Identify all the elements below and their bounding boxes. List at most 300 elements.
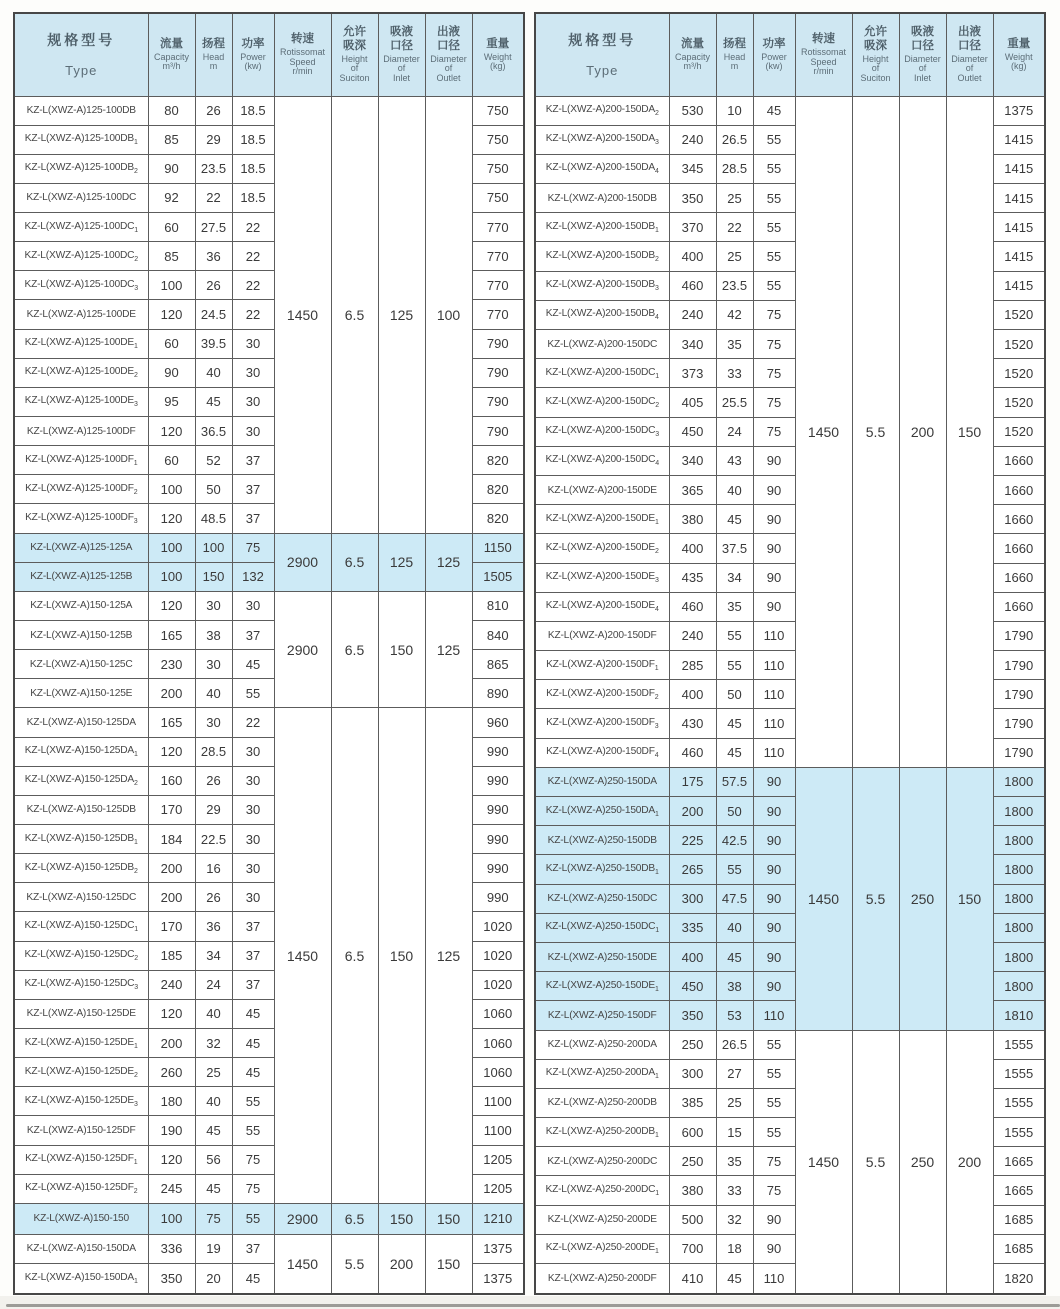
- capacity-cell: 460: [669, 592, 716, 621]
- type-cell: [14, 504, 148, 533]
- weight-cell: 1660: [993, 505, 1045, 534]
- type-cell: [535, 271, 669, 300]
- capacity-cell: 60: [148, 213, 195, 242]
- weight-cell: 1790: [993, 621, 1045, 650]
- weight-cell: 890: [472, 679, 524, 708]
- weight-cell: 990: [472, 766, 524, 795]
- type-cell: [535, 1118, 669, 1147]
- speed-cell: 1450: [795, 767, 852, 1030]
- type-cell: [535, 709, 669, 738]
- weight-cell: 1150: [472, 533, 524, 562]
- model-text: KZ-L(XWZ-A)200-150DA: [545, 162, 656, 174]
- header-en-line: of: [965, 63, 974, 74]
- head-cell: 40: [195, 679, 232, 708]
- weight-cell: 750: [472, 96, 524, 125]
- weight-cell: 790: [472, 329, 524, 358]
- type-cell: [14, 1174, 148, 1203]
- model-text: KZ-L(XWZ-A)200-150DF: [546, 746, 655, 758]
- table-row: [14, 1203, 524, 1234]
- capacity-cell: 380: [669, 1176, 716, 1205]
- suction-cell: 6.5: [331, 591, 378, 708]
- model-subscript: 3: [134, 984, 138, 992]
- header-en-line: Head: [723, 51, 746, 62]
- power-cell: 90: [753, 767, 795, 796]
- model-text: KZ-L(XWZ-A)150-125DB: [26, 804, 136, 816]
- weight-cell: 770: [472, 300, 524, 329]
- weight-cell: 1800: [993, 797, 1045, 826]
- type-cell: [14, 417, 148, 446]
- head-cell: 40: [195, 358, 232, 387]
- power-cell: 75: [753, 330, 795, 359]
- page-bottom-strip: [0, 1296, 1060, 1309]
- capacity-cell: 240: [669, 125, 716, 154]
- model-text: KZ-L(XWZ-A)150-125C: [29, 658, 133, 670]
- power-cell: 110: [753, 1001, 795, 1030]
- weight-cell: 1020: [472, 970, 524, 999]
- weight-cell: 1060: [472, 999, 524, 1028]
- capacity-cell: 350: [669, 184, 716, 213]
- capacity-cell: 100: [148, 1203, 195, 1234]
- weight-cell: 820: [472, 504, 524, 533]
- model-text: KZ-L(XWZ-A)250-150DA: [547, 776, 657, 788]
- type-cell: [535, 738, 669, 767]
- header-en: [754, 53, 795, 72]
- model-text: KZ-L(XWZ-A)250-200DF: [547, 1273, 657, 1284]
- model-subscript: 2: [655, 256, 659, 264]
- head-cell: 40: [195, 1087, 232, 1116]
- weight-cell: 1800: [993, 884, 1045, 913]
- model-subscript: 1: [655, 810, 659, 818]
- head-cell: 23.5: [716, 271, 753, 300]
- inlet-cell: 200: [899, 96, 946, 767]
- suction-cell: 6.5: [331, 708, 378, 1203]
- head-cell: 45: [195, 1116, 232, 1145]
- power-cell: 110: [753, 1264, 795, 1295]
- capacity-cell: 335: [669, 913, 716, 942]
- header-en-line: (kg): [1011, 61, 1027, 72]
- header-zh-line: 扬程: [202, 37, 225, 50]
- type-cell: [535, 1030, 669, 1059]
- inlet-cell: 150: [378, 1203, 425, 1234]
- power-cell: 110: [753, 621, 795, 650]
- model-text: KZ-L(XWZ-A)150-150DA: [26, 1243, 136, 1255]
- model-text: KZ-L(XWZ-A)250-200DE: [547, 1214, 657, 1226]
- type-cell: [535, 125, 669, 154]
- header-zh: [754, 38, 795, 51]
- header-en: [379, 55, 425, 83]
- inlet-cell: 150: [378, 708, 425, 1203]
- header-en-line: Diameter: [951, 53, 988, 64]
- head-cell: 25.5: [716, 388, 753, 417]
- power-cell: 37: [232, 504, 274, 533]
- power-cell: 18.5: [232, 96, 274, 125]
- speed-cell: 1450: [795, 1030, 852, 1294]
- type-cell: [535, 1059, 669, 1088]
- power-cell: 90: [753, 1205, 795, 1234]
- type-cell: [535, 592, 669, 621]
- table-body: [535, 96, 1045, 1294]
- power-cell: 55: [232, 679, 274, 708]
- header-en: [947, 55, 993, 83]
- weight-cell: 990: [472, 795, 524, 824]
- capacity-cell: 120: [148, 999, 195, 1028]
- capacity-cell: 530: [669, 96, 716, 125]
- header-en-line: m³/h: [162, 61, 181, 72]
- power-cell: 37: [232, 941, 274, 970]
- head-cell: 26: [195, 883, 232, 912]
- table-row: [535, 767, 1045, 796]
- head-cell: 24: [195, 970, 232, 999]
- header-zh-line: 吸深: [864, 39, 887, 52]
- type-cell: [14, 1029, 148, 1058]
- model-subscript: 1: [655, 226, 659, 234]
- model-subscript: 2: [134, 1071, 138, 1079]
- type-cell: [535, 505, 669, 534]
- header-zh: [473, 38, 524, 51]
- type-cell: [535, 300, 669, 329]
- header-en: [196, 53, 232, 72]
- header-zh-line: 允许: [343, 26, 366, 39]
- model-subscript: 2: [133, 1188, 138, 1196]
- header-zh-line: 转速: [812, 32, 835, 45]
- speed-cell: 1450: [795, 96, 852, 767]
- header-zh: [947, 26, 993, 52]
- inlet-cell: 125: [378, 533, 425, 591]
- head-cell: 18: [716, 1234, 753, 1263]
- capacity-cell: 120: [148, 504, 195, 533]
- type-cell: [14, 1116, 148, 1145]
- weight-cell: 790: [472, 387, 524, 416]
- header-en-line: Diameter: [904, 53, 941, 64]
- capacity-cell: 405: [669, 388, 716, 417]
- type-cell: [14, 621, 148, 650]
- capacity-cell: 600: [669, 1118, 716, 1147]
- outlet-cell: 100: [425, 96, 472, 533]
- power-cell: 37: [232, 970, 274, 999]
- header-en-line: Height: [862, 53, 889, 64]
- model-text: KZ-L(XWZ-A)125-100DE: [26, 309, 136, 321]
- model-text: KZ-L(XWZ-A)200-150DC: [547, 338, 658, 350]
- col-header-weight: [472, 13, 524, 96]
- capacity-cell: 160: [148, 766, 195, 795]
- power-cell: 90: [753, 855, 795, 884]
- head-cell: 26.5: [716, 1030, 753, 1059]
- power-cell: 55: [232, 1116, 274, 1145]
- head-cell: 25: [195, 1058, 232, 1087]
- power-cell: 110: [753, 651, 795, 680]
- head-cell: 27: [716, 1059, 753, 1088]
- head-cell: 55: [716, 651, 753, 680]
- power-cell: 30: [232, 737, 274, 766]
- model-text: KZ-L(XWZ-A)200-150DB: [545, 250, 656, 262]
- weight-cell: 1100: [472, 1087, 524, 1116]
- type-cell: [535, 359, 669, 388]
- weight-cell: 1210: [472, 1203, 524, 1234]
- header-en-line: Weight: [1004, 51, 1033, 62]
- model-subscript: 4: [655, 168, 659, 176]
- model-text: KZ-L(XWZ-A)200-150DB: [547, 192, 657, 204]
- model-text: KZ-L(XWZ-A)150-125DA: [26, 717, 136, 729]
- model-text: KZ-L(XWZ-A)200-150DF: [546, 687, 655, 699]
- weight-cell: 1790: [993, 709, 1045, 738]
- capacity-cell: 175: [669, 767, 716, 796]
- model-subscript: 2: [133, 488, 138, 496]
- header-zh: [196, 38, 232, 51]
- power-cell: 30: [232, 883, 274, 912]
- header-en: [994, 53, 1045, 72]
- head-cell: 25: [716, 1088, 753, 1117]
- capacity-cell: 400: [669, 534, 716, 563]
- model-text: KZ-L(XWZ-A)125-100DC: [24, 220, 135, 232]
- header-zh: [670, 38, 716, 51]
- col-header-suction: [331, 13, 378, 96]
- capacity-cell: 170: [148, 795, 195, 824]
- head-cell: 52: [195, 446, 232, 475]
- weight-cell: 810: [472, 591, 524, 620]
- model-text: KZ-L(XWZ-A)250-150DC: [545, 921, 656, 933]
- capacity-cell: 200: [148, 854, 195, 883]
- header-zh-line: 出液: [437, 26, 460, 39]
- model-subscript: 1: [655, 1190, 659, 1198]
- head-cell: 35: [716, 592, 753, 621]
- type-cell: [14, 329, 148, 358]
- header-en-line: Capacity: [674, 51, 710, 62]
- head-cell: 23.5: [195, 154, 232, 183]
- model-subscript: 3: [133, 518, 138, 526]
- model-text: KZ-L(XWZ-A)200-150DC: [545, 366, 656, 378]
- capacity-cell: 165: [148, 708, 195, 737]
- head-cell: 38: [716, 972, 753, 1001]
- model-subscript: 3: [655, 285, 659, 293]
- model-text: KZ-L(XWZ-A)250-200DC: [545, 1184, 656, 1196]
- type-cell: [14, 96, 148, 125]
- head-cell: 45: [716, 709, 753, 738]
- power-cell: 90: [753, 797, 795, 826]
- model-text: KZ-L(XWZ-A)125-100DE: [24, 366, 135, 378]
- suction-cell: 5.5: [852, 96, 899, 767]
- model-subscript: 3: [654, 723, 659, 731]
- power-cell: 75: [232, 533, 274, 562]
- weight-cell: 1415: [993, 242, 1045, 271]
- head-cell: 29: [195, 125, 232, 154]
- model-text: KZ-L(XWZ-A)150-125DC: [24, 949, 135, 961]
- type-cell: [535, 330, 669, 359]
- capacity-cell: 120: [148, 300, 195, 329]
- weight-cell: 1100: [472, 1116, 524, 1145]
- head-cell: 38: [195, 621, 232, 650]
- type-cell: [14, 1058, 148, 1087]
- power-cell: 90: [753, 1234, 795, 1263]
- model-text: KZ-L(XWZ-A)250-200DB: [547, 1097, 657, 1109]
- model-text: KZ-L(XWZ-A)150-125A: [30, 600, 133, 612]
- capacity-cell: 92: [148, 183, 195, 212]
- model-subscript: 3: [655, 431, 659, 439]
- inlet-cell: 250: [899, 1030, 946, 1294]
- capacity-cell: 340: [669, 330, 716, 359]
- head-cell: 33: [716, 1176, 753, 1205]
- power-cell: 55: [753, 1088, 795, 1117]
- power-cell: 75: [753, 300, 795, 329]
- power-cell: 30: [232, 766, 274, 795]
- power-cell: 22: [232, 242, 274, 271]
- head-cell: 75: [195, 1203, 232, 1234]
- capacity-cell: 100: [148, 533, 195, 562]
- power-cell: 22: [232, 708, 274, 737]
- header-zh-line: 口径: [390, 39, 413, 52]
- head-cell: 19: [195, 1234, 232, 1263]
- model-text: KZ-L(XWZ-A)150-125B: [30, 629, 133, 641]
- model-text: KZ-L(XWZ-A)200-150DE: [545, 541, 656, 553]
- type-cell: [535, 972, 669, 1001]
- capacity-cell: 200: [148, 1029, 195, 1058]
- header-en-line: of: [444, 63, 453, 74]
- capacity-cell: 240: [669, 300, 716, 329]
- capacity-cell: 380: [669, 505, 716, 534]
- model-text: KZ-L(XWZ-A)200-150DC: [545, 395, 656, 407]
- head-cell: 25: [716, 242, 753, 271]
- capacity-cell: 170: [148, 912, 195, 941]
- col-header-capacity: [148, 13, 195, 96]
- col-header-suction: [852, 13, 899, 96]
- type-cell: [14, 213, 148, 242]
- weight-cell: 1020: [472, 941, 524, 970]
- page-edge-line: [6, 1304, 1060, 1307]
- type-cell: [14, 1145, 148, 1174]
- header-zh: [796, 33, 852, 46]
- head-cell: 40: [716, 475, 753, 504]
- type-cell: [14, 242, 148, 271]
- head-cell: 33: [716, 359, 753, 388]
- table-row: [14, 96, 524, 125]
- header-zh-line: 重量: [1007, 37, 1031, 50]
- header-en-line: r/min: [813, 66, 834, 77]
- weight-cell: 750: [472, 125, 524, 154]
- model-text: KZ-L(XWZ-A)200-150DC: [545, 454, 656, 466]
- head-cell: 50: [195, 475, 232, 504]
- header-en-line: Height: [341, 53, 368, 64]
- table-row: [14, 533, 524, 562]
- capacity-cell: 100: [148, 475, 195, 504]
- model-text: KZ-L(XWZ-A)200-150DE: [545, 512, 656, 524]
- type-cell: [535, 417, 669, 446]
- col-header-head: [716, 13, 753, 96]
- weight-cell: 990: [472, 854, 524, 883]
- model-text: KZ-L(XWZ-A)200-150DE: [547, 484, 657, 496]
- model-subscript: 3: [134, 401, 138, 409]
- power-cell: 90: [753, 563, 795, 592]
- weight-cell: 1800: [993, 913, 1045, 942]
- header-zh: [332, 26, 378, 52]
- weight-cell: 1060: [472, 1058, 524, 1087]
- inlet-cell: 200: [378, 1234, 425, 1294]
- model-text: KZ-L(XWZ-A)250-150DC: [547, 893, 658, 905]
- header-en-line: Type: [586, 62, 619, 78]
- power-cell: 37: [232, 446, 274, 475]
- weight-cell: 1820: [993, 1264, 1045, 1295]
- capacity-cell: 120: [148, 591, 195, 620]
- header-row: [535, 13, 1045, 96]
- model-text: KZ-L(XWZ-A)125-100DC: [24, 278, 135, 290]
- weight-cell: 750: [472, 183, 524, 212]
- weight-cell: 1520: [993, 388, 1045, 417]
- model-subscript: 2: [134, 255, 138, 263]
- model-subscript: 1: [134, 838, 138, 846]
- model-text: KZ-L(XWZ-A)125-125A: [30, 542, 133, 554]
- model-text: KZ-L(XWZ-A)150-150: [33, 1213, 129, 1225]
- weight-cell: 1060: [472, 1029, 524, 1058]
- head-cell: 45: [716, 1264, 753, 1295]
- weight-cell: 1520: [993, 359, 1045, 388]
- type-cell: [535, 1234, 669, 1263]
- header-en: [717, 53, 753, 72]
- type-cell: [535, 1147, 669, 1176]
- model-subscript: 2: [655, 547, 659, 555]
- type-cell: [535, 651, 669, 680]
- model-subscript: 4: [655, 314, 659, 322]
- model-text: KZ-L(XWZ-A)150-125DF: [25, 1182, 134, 1194]
- power-cell: 55: [753, 125, 795, 154]
- weight-cell: 1660: [993, 446, 1045, 475]
- weight-cell: 770: [472, 242, 524, 271]
- weight-cell: 1415: [993, 125, 1045, 154]
- capacity-cell: 250: [669, 1030, 716, 1059]
- inlet-cell: 150: [378, 591, 425, 708]
- model-subscript: 1: [134, 926, 138, 934]
- model-subscript: 3: [655, 577, 659, 585]
- head-cell: 34: [195, 941, 232, 970]
- type-cell: [535, 184, 669, 213]
- type-cell: [14, 125, 148, 154]
- model-subscript: 2: [654, 693, 659, 701]
- power-cell: 75: [232, 1174, 274, 1203]
- outlet-cell: 125: [425, 533, 472, 591]
- header-zh: [149, 38, 195, 51]
- type-cell: [535, 767, 669, 796]
- type-cell: [14, 854, 148, 883]
- type-cell: [535, 680, 669, 709]
- header-en: [426, 55, 472, 83]
- type-cell: [14, 825, 148, 854]
- header-zh-line: 功率: [762, 37, 786, 50]
- power-cell: 55: [753, 1059, 795, 1088]
- weight-cell: 770: [472, 271, 524, 300]
- model-subscript: 2: [134, 372, 138, 380]
- model-subscript: 1: [133, 1159, 138, 1167]
- header-zh-line: 吸液: [911, 26, 934, 39]
- model-text: KZ-L(XWZ-A)150-125DE: [24, 1036, 135, 1048]
- capacity-cell: 400: [669, 242, 716, 271]
- power-cell: 30: [232, 358, 274, 387]
- type-cell: [14, 300, 148, 329]
- head-cell: 57.5: [716, 767, 753, 796]
- header-en-line: Rotissomat: [800, 47, 846, 58]
- header-en-line: m: [730, 61, 739, 72]
- power-cell: 90: [753, 913, 795, 942]
- type-cell: [14, 387, 148, 416]
- model-subscript: 1: [133, 459, 138, 467]
- model-subscript: 1: [655, 1131, 659, 1139]
- power-cell: 18.5: [232, 183, 274, 212]
- capacity-cell: 336: [148, 1234, 195, 1263]
- head-cell: 42: [716, 300, 753, 329]
- header-en-line: Rotissomat: [279, 47, 325, 58]
- model-text: KZ-L(XWZ-A)150-125DE: [24, 1094, 135, 1106]
- header-en: [15, 64, 148, 78]
- capacity-cell: 165: [148, 621, 195, 650]
- header-zh: [853, 26, 899, 52]
- power-cell: 30: [232, 417, 274, 446]
- power-cell: 55: [753, 1118, 795, 1147]
